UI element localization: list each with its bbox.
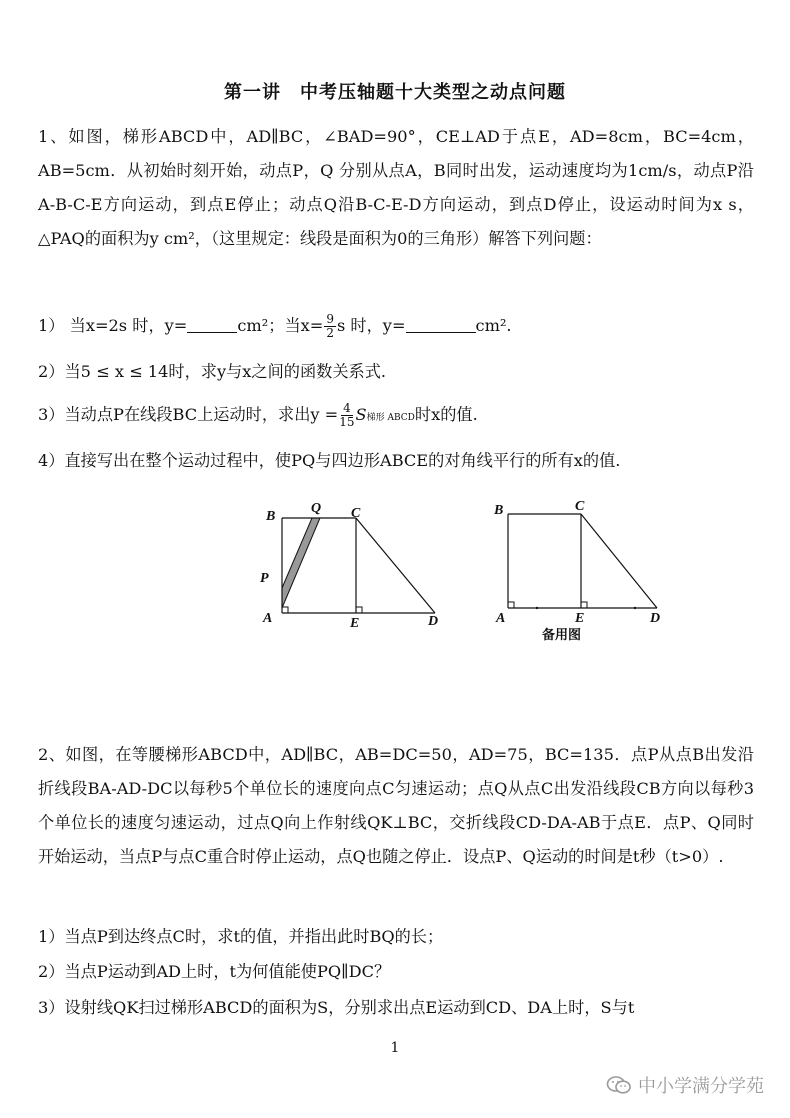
fig2-label-d: D [650, 611, 661, 626]
fig1-label-a: A [263, 611, 273, 626]
problem2-statement: 2、如图，在等腰梯形ABCD中，AD∥BC，AB=DC=50，AD=75，BC=135．点P从点B出发沿折线段BA-AD-DC以每秒5个单位长的速度向点C匀速运动；点Q从点C出发沿线段CB方向以每秒3个单位长的速度匀速运动，过点Q向上作射线QK⊥BC，交折线段CD-DA-AB于点E．点P、Q同时开始运动，当点P与点C重合时停止运动，点Q也随之停止．设点P、Q运动的时间是t秒（t>0）. [38, 745, 754, 866]
problem2-question1: 1）当点P到达终点C时，求t的值，并指出此时BQ的长； [38, 927, 444, 946]
q3-frac-num: 4 [343, 401, 351, 415]
watermark [606, 1072, 764, 1098]
wechat-icon [606, 1075, 632, 1095]
fig2-label-a: A [496, 611, 506, 626]
page-title: 第一讲 中考压轴题十大类型之动点问题 [224, 82, 566, 103]
q1-answer-blank-1[interactable] [187, 314, 237, 333]
fig1-label-p: P [260, 571, 269, 586]
q3-frac-den: 15 [339, 415, 355, 429]
q3-s-symbol: S [355, 405, 367, 424]
figure-1-trapezoid [250, 498, 450, 633]
fig2-caption: 备用图 [542, 628, 582, 643]
q1-unit1: cm²；当x= [237, 316, 324, 335]
fig1-label-b: B [266, 509, 276, 524]
fig1-label-c: C [351, 506, 361, 521]
q1-answer-blank-2[interactable] [406, 314, 476, 333]
problem1-question3 [38, 402, 754, 430]
q1-unit2: cm². [475, 316, 512, 335]
q1-frac-den: 2 [326, 326, 334, 340]
q3-fraction [339, 402, 354, 429]
q3-suffix: 时x的值. [414, 405, 478, 424]
problem1-question1 [38, 313, 754, 340]
problem2-question3: 3）设射线QK扫过梯形ABCD的面积为S，分别求出点E运动到CD、DA上时，S与t [38, 998, 635, 1017]
problem2-question2: 2）当点P运动到AD上时，t为何值能使PQ∥DC？ [38, 962, 391, 981]
watermark-text: 中小学满分学苑 [638, 1076, 764, 1097]
q1-mid: s 时，y= [336, 316, 406, 335]
q3-subscript: 梯形 ABCD [366, 413, 415, 423]
fig2-label-c: C [575, 499, 585, 514]
page-number: 1 [390, 1040, 400, 1056]
fig1-label-d: D [428, 614, 439, 629]
figure-2-spare [480, 494, 680, 649]
fig2-label-b: B [494, 503, 504, 518]
fig1-label-e: E [350, 616, 360, 631]
q1-frac-num: 9 [326, 312, 334, 326]
q1-prefix: 1） 当x=2s 时，y= [38, 316, 188, 335]
problem1-question4: 4）直接写出在整个运动过程中，使PQ与四边形ABCE的对角线平行的所有x的值. [38, 451, 621, 470]
problem1-statement: 1、如图，梯形ABCD中，AD∥BC，∠BAD=90°，CE⊥AD于点E，AD=8cm，BC=4cm，AB=5cm．从初始时刻开始，动点P，Q 分别从点A，B同时出发，运动速度均为1cm/s，动点P沿A-B-C-E方向运动，到点E停止；动点Q沿B-C-E-D方向运动，到点D停止，设运动时间为x s，△PAQ的面积为y cm²，（这里规定：线段是面积为0的三角形）解答下列问题： [38, 127, 754, 248]
q1-fraction [324, 313, 336, 340]
q3-prefix: 3）当动点P在线段BC上运动时，求出y = [38, 405, 339, 424]
fig2-label-e: E [575, 611, 585, 626]
problem1-question2: 2）当5 ≤ x ≤ 14时，求y与x之间的函数关系式. [38, 362, 387, 381]
fig1-label-q: Q [311, 501, 322, 516]
